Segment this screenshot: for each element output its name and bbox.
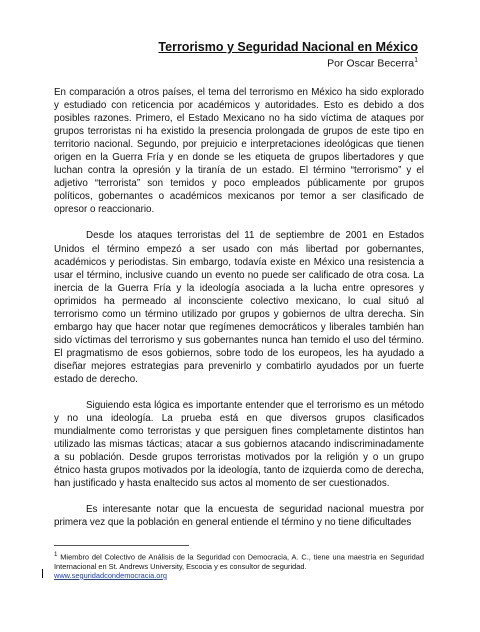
text-cursor <box>42 569 43 578</box>
footnote-link[interactable]: www.seguridadcondemocracia.org <box>54 570 167 580</box>
paragraph-1: En comparación a otros países, el tema del terrorismo en México ha sido explorado y estudiado con reticencia por académicos y autoridades. Esto es debido a dos posibles razones. Primero, el Estado Mexicano no ha sido víctima de ataques por grupos terroristas ni ha existido la presencia prolongada de grupos de este tipo en territorio nacional. Segundo, por prejuicio e interpretaciones ideológicas que tienen origen en la Guerra Fría y en donde se les etiqueta de grupos libertadores y que luchan contra la opresión y la tiranía de un estado. El término “terrorismo” y el adjetivo “terrorista” son temidos y poco empleados públicamente por grupos políticos, gobernantes o académicos mexicanos por temor a ser clasificado de opresor o reaccionario. <box>54 87 424 216</box>
footnote-number: 1 <box>54 551 58 558</box>
author-name: Por Oscar Becerra <box>327 57 415 70</box>
document-body <box>54 86 424 529</box>
author-line <box>327 57 418 70</box>
paragraph-3: Siguiendo esta lógica es importante entender que el terrorismo es un método y no una ideología. La prueba está en que diversos grupos clasificados mundialmente como terroristas y que persiguen fines completamente distintos han utilizado las mismas tácticas; atacar a sus gobiernos atacando indiscriminadamente a su población. Desde grupos terroristas motivados por la religión y o un grupo étnico hasta grupos motivados por la ideología, tanto de izquierda como de derecha, han justificado y hasta enaltecido sus actos al momento de ser cuestionados. <box>54 400 424 490</box>
footnote <box>54 550 424 580</box>
footnote-text: Miembro del Colectivo de Análisis de la Seguridad con Democracia, A. C., tiene una maestría en Seguridad Internacional en St. Andrews University, Escocia y es consultor de seguridad. <box>54 552 424 571</box>
paragraph-2: Desde los ataques terroristas del 11 de septiembre de 2001 en Estados Unidos el término empezó a ser usado con más libertad por gobernantes, académicos y periodistas. Sin embargo, todavía existe en México una resistencia a usar el término, inclusive cuando un evento no puede ser calificado de otra cosa. La inercia de la Guerra Fría y la ideología asociada a la lucha entre opresores y oprimidos ha permeado al inconsciente colectivo mexicano, lo cual situó al terrorismo como un término utilizado por grupos y gobiernos de ultra derecha. Sin embargo hay que hacer notar que regímenes democráticos y liberales también han sido víctimas del terrorismo y sus gobernantes nunca han temido el uso del término. El pragmatismo de esos gobiernos, sobre todo de los europeos, les ha ayudado a diseñar mejores estrategias para prevenirlo y combatirlo ayudados por un fuerte estado de derecho. <box>54 230 424 385</box>
paragraph-4: Es interesante notar que la encuesta de seguridad nacional muestra por primera vez que la población en general entiende el término y no tiene dificultades <box>54 504 424 529</box>
document-title: Terrorismo y Seguridad Nacional en México <box>158 40 418 54</box>
footnote-divider <box>54 545 189 546</box>
footnote-ref[interactable]: 1 <box>414 57 418 64</box>
